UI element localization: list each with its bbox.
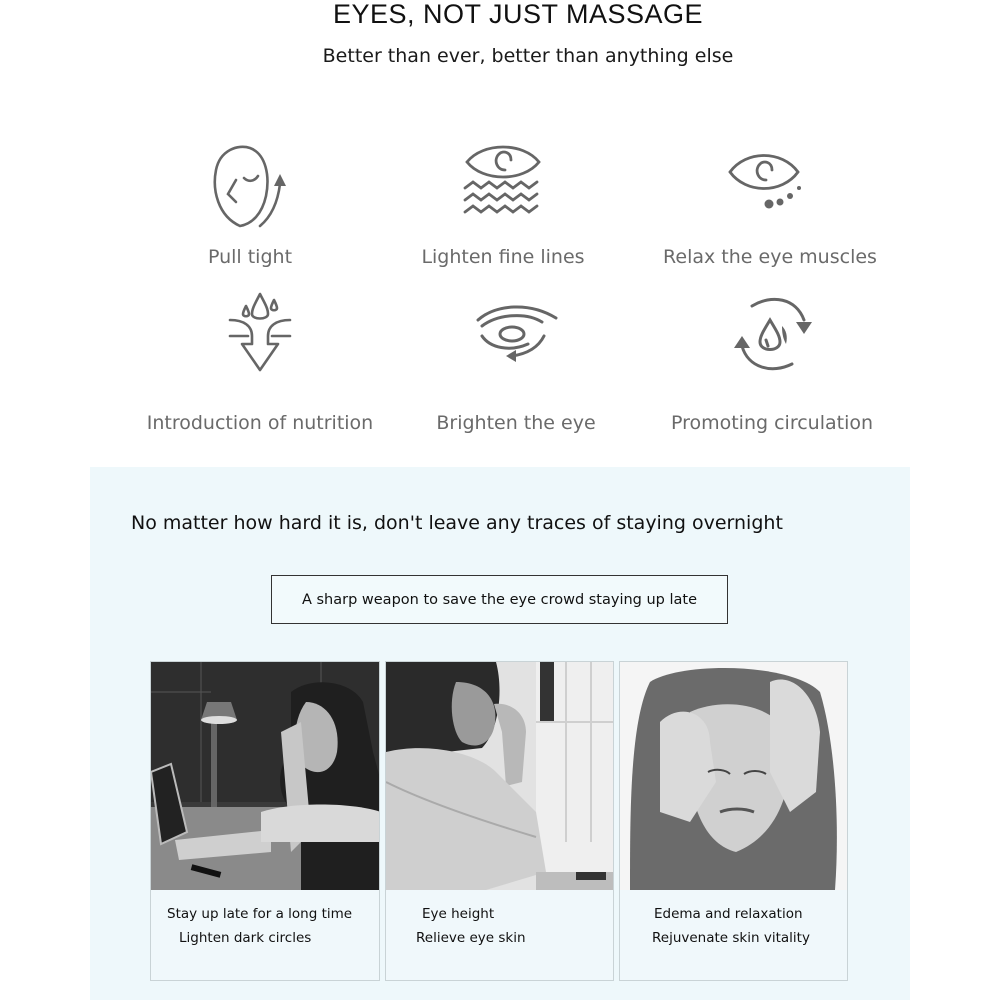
caption-line-2: Lighten dark circles	[179, 930, 312, 946]
feature-label: Promoting circulation	[670, 412, 874, 434]
feature-lighten-fine-lines	[363, 140, 643, 280]
caption-line-1: Edema and relaxation	[654, 906, 803, 922]
card-eye-height	[385, 661, 614, 981]
feature-label: Relax the eye muscles	[663, 246, 877, 268]
card-caption	[151, 902, 379, 950]
card-caption	[620, 902, 847, 950]
caption-line-2: Relieve eye skin	[416, 930, 526, 946]
woman-at-laptop-night-photo	[151, 662, 379, 890]
boxed-tagline	[271, 575, 728, 624]
eye-dots-icon	[720, 140, 820, 230]
caption-line-1: Eye height	[422, 906, 495, 922]
caption-line-1: Stay up late for a long time	[167, 906, 353, 922]
feature-promoting-circulation	[632, 290, 912, 440]
woman-headache-hands-on-head-photo	[620, 662, 847, 890]
page-title: EYES, NOT JUST MASSAGE	[332, 0, 704, 29]
feature-label: Lighten fine lines	[421, 246, 585, 268]
card-stay-up-late	[150, 661, 380, 981]
woman-pinching-nose-bridge-photo	[386, 662, 613, 890]
card-edema-relaxation	[619, 661, 848, 981]
feature-pull-tight	[110, 140, 390, 280]
face-lift-icon	[200, 140, 300, 230]
feature-label: Pull tight	[207, 246, 293, 268]
boxed-tagline-text: A sharp weapon to save the eye crowd staying up late	[301, 591, 698, 608]
feature-label: Brighten the eye	[436, 412, 596, 434]
promo-panel	[90, 467, 910, 1000]
card-caption	[386, 902, 613, 950]
feature-label: Introduction of nutrition	[146, 412, 374, 434]
eye-waves-icon	[453, 140, 553, 230]
eye-swirl-icon	[466, 290, 566, 380]
panel-heading: No matter how hard it is, don't leave any traces of staying overnight	[131, 512, 783, 534]
feature-relax-eye-muscles	[630, 140, 910, 280]
feature-introduction-of-nutrition	[120, 290, 400, 440]
drop-cycle-icon	[722, 290, 822, 380]
page-subtitle: Better than ever, better than anything else	[322, 45, 734, 67]
drops-infuse-icon	[210, 290, 310, 380]
caption-line-2: Rejuvenate skin vitality	[652, 930, 810, 946]
feature-brighten-the-eye	[376, 290, 656, 440]
